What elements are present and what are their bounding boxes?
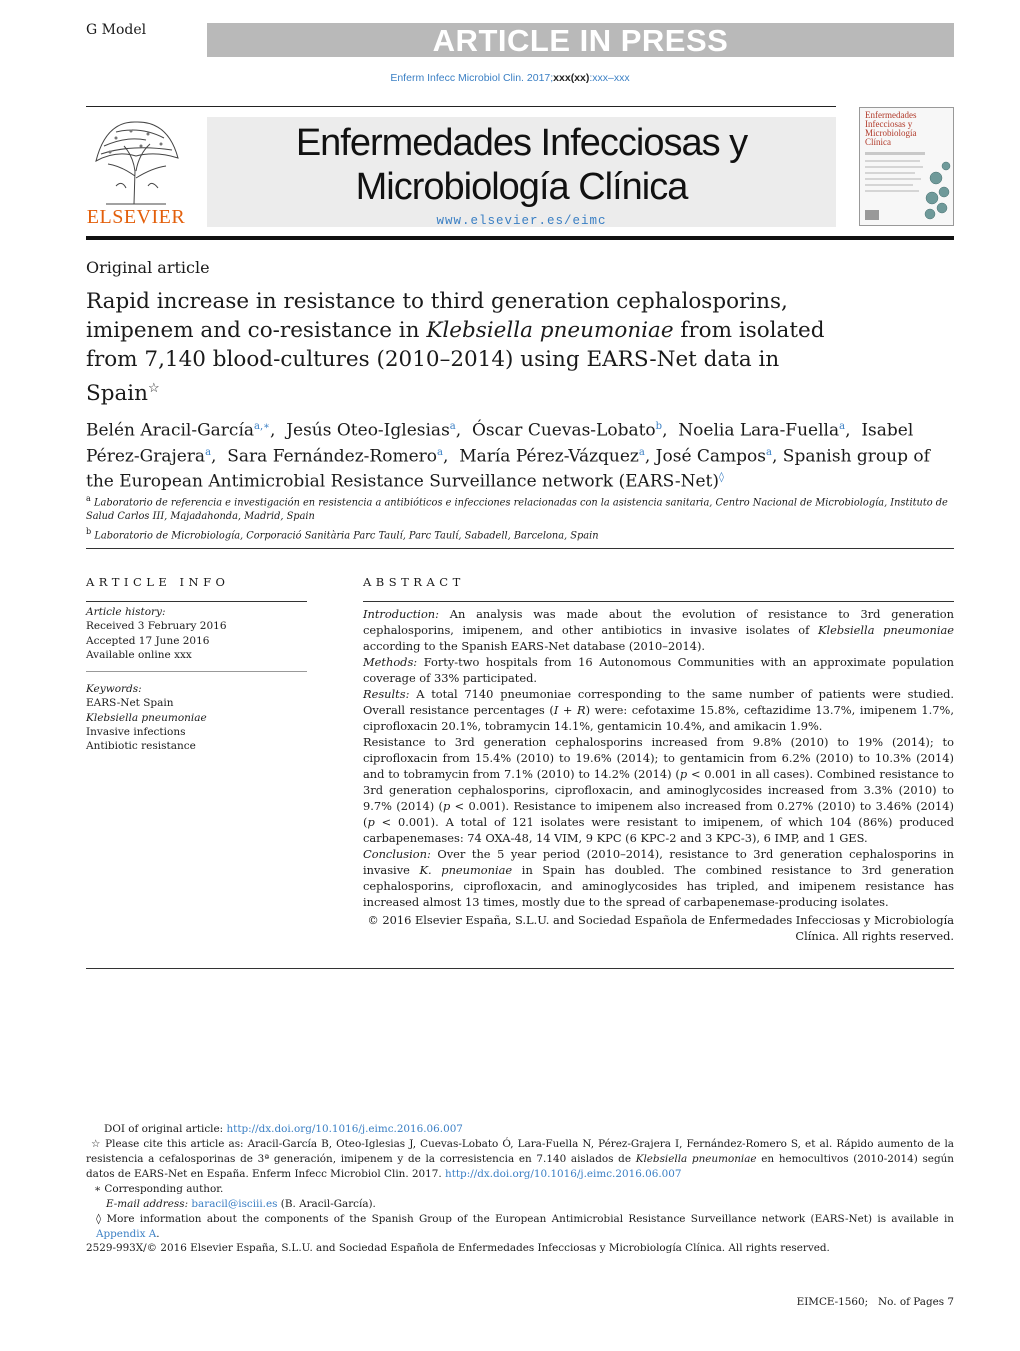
journal-citation[interactable] [0,72,1020,84]
author-affiliation-mark[interactable]: b [655,421,663,432]
article-in-press-banner: ARTICLE IN PRESS [207,23,954,57]
journal-title-line1: Enfermedades Infecciosas y [295,122,748,164]
article-code: EIMCE-1560; [796,1296,869,1308]
diamond-mark: ◊ [96,1213,102,1225]
affiliation-rule [86,548,954,549]
citation-footnote [86,1137,954,1182]
cite-text: en hemocultivos (2010-2014) según datos de EARS-Net en España. Enferm Infecc Microbiol Clin. 2017. [86,1153,954,1180]
results-text: < 0.001 in all cases). Combined resistance to 3rd generation cephalosporins, ciprofloxacin, and aminoglycosides increased from 3.3% (2010) to 9.7% (2014) ( [363,767,954,813]
star-mark: ☆ [91,1138,102,1150]
affiliation-key: b [86,526,92,537]
citation-prefix: Enferm Infecc Microbiol Clin. 2017; [390,72,554,84]
affiliation-a [86,491,954,524]
cover-title-l4: Clínica [865,137,891,147]
intro-organism: Klebsiella pneumoniae [818,623,954,637]
group-text: More information about the components of the Spanish Group of the European Antimicrobial Resistance Surveillance network (EARS-Net) is available in [101,1213,954,1225]
cover-title-l3: Microbiología [865,128,917,138]
results-text: A total 7140 pneumoniae corresponding to the same number of patients were studied. Overall resistance percentages ( [363,687,954,717]
affiliation-text: Laboratorio de referencia e investigación en resistencia a antibióticos e infecciones relacionadas con la asistencia sanitaria, Centro Nacional de Microbiología, Instituto de Salud Carlos III, Majadahonda, Madrid, Spain [86,497,948,523]
header-rule [86,106,836,107]
doi-link[interactable]: http://dx.doi.org/10.1016/j.eimc.2016.06.007 [226,1123,463,1135]
results-ir: I + R [553,703,586,717]
abstract-conclusion [363,846,954,910]
journal-title-line2: Microbiología Clínica [355,166,688,208]
corresponding-text: Corresponding author. [101,1183,224,1195]
keyword[interactable]: Invasive infections [86,725,186,738]
author[interactable]: José Campos [655,446,767,467]
keyword[interactable]: Antibiotic resistance [86,740,196,753]
citation-suffix: :xxx–xxx [589,72,630,84]
p-value-symbol: p [679,767,688,781]
intro-text: according to the Spanish EARS-Net database (2010–2014). [363,639,706,653]
results-text: < 0.001). Resistance to imipenem also increased from 0.27% (2010) to 3.46% (2014) ( [363,799,954,829]
article-info-rule [86,601,307,602]
group-author[interactable]: Spanish group of the European Antimicrobial Resistance Surveillance network (EARS-Net) [86,446,930,492]
cover-title-l2: Infecciosas y [865,119,913,129]
author-affiliation-mark[interactable]: a [766,446,772,458]
author-list: Belén Aracil-García$^{a,∗}$, Jesús Oteo-Iglesias$^a$, Óscar Cuevas-Lobato$^b$, Noelia Lara-Fuella$^a$, Isabel Pérez-Grajera$^a$, Sara Fernández-Romero$^a$, María Pérez-Vázquez$^a$, José Campos$^a$, Spanish group of the European Antimicrobial Resistance Surveillance network (EARS-Net)◊ [86,420,930,492]
keyword[interactable]: Klebsiella pneumoniae [86,711,207,724]
cite-link[interactable]: http://dx.doi.org/10.1016/j.eimc.2016.06.007 [445,1168,682,1180]
author-affiliation-mark[interactable]: a [449,421,456,432]
intro-text: An analysis was made about the evolution of resistance to 3rd generation cephalosporins, imipenem, and other antibiotics in invasive isolates of [363,607,954,637]
elsevier-wordmark: ELSEVIER [86,206,186,228]
abstract-results-continued [363,734,954,846]
affiliation-text: Laboratorio de Microbiología, Corporació Sanitària Parc Taulí, Parc Taulí, Sabadell, Barcelona, Spain [94,530,599,542]
abstract-body [363,606,954,944]
keywords-label: Keywords: [86,683,142,695]
footnotes [86,1122,954,1242]
abstract-end-rule [86,968,954,969]
doi-label: DOI of original article: [104,1123,227,1135]
methods-label: Methods: [363,655,418,669]
asterisk-mark: ∗ [94,1183,102,1195]
corresponding-footnote [86,1182,954,1197]
page-info [797,1296,954,1308]
received-date: Received 3 February 2016 [86,620,227,633]
author[interactable]: Óscar Cuevas-Lobato [471,420,656,441]
results-label: Results: [363,687,410,701]
conclusion-organism: K. pneumoniae [419,863,513,877]
conclusion-text: in Spain has doubled. The combined resistance to 3rd generation cephalosporins, ciprofloxacin, and aminoglycosides has tripled, and imipenem resistance has increased almost 13 times, mostly due to the spread of carbapenemase-producing isolates. [363,863,954,909]
results-text: Resistance to 3rd generation cephalosporins increased from 9.8% (2010) to 19% (2014); to ciprofloxacin from 15.4% (2010) to 19.6% (2014); to gentamicin from 6.2% (2010) to 10.3% (2014) and to tobramycin from 7.1% (2010) to 14.2% (2014) ( [363,735,954,781]
title-footnote-star[interactable]: ☆ [148,381,160,396]
affiliation-key: a [86,493,91,503]
abstract-results [363,686,954,734]
author-affiliation-mark[interactable]: a,∗ [254,421,270,432]
appendix-link[interactable]: Appendix A [96,1228,157,1240]
author[interactable]: Noelia Lara-Fuella [678,420,840,441]
author-affiliation-mark[interactable]: a [839,421,846,432]
affiliations [86,491,954,544]
journal-url[interactable]: www.elsevier.es/eimc [436,214,607,228]
online-date: Available online xxx [86,648,192,661]
author[interactable]: Sara Fernández-Romero [227,446,438,467]
doi-footnote [86,1122,954,1137]
methods-text: Forty-two hospitals from 16 Autonomous Communities with an approximate population coverage of 33% participated. [363,655,954,685]
article-title [86,287,826,408]
citation-volume: xxx(xx) [553,72,590,84]
email-name: (B. Aracil-García). [277,1198,376,1210]
abstract-rule [363,601,954,602]
period: . [156,1228,160,1240]
p-value-symbol: p [442,799,451,813]
abstract-heading: ABSTRACT [363,575,465,589]
author-affiliation-mark[interactable]: a [638,446,645,458]
history-label: Article history: [86,606,166,618]
keyword[interactable]: EARS-Net Spain [86,697,174,710]
masthead-thick-rule [86,236,954,240]
keywords-rule [86,671,307,672]
title-part2: from isolated from 7,140 blood-cultures (2010–2014) using EARS-Net data in Spain [86,318,825,407]
author[interactable]: María Pérez-Vázquez [459,446,639,467]
article-history [86,605,307,662]
intro-label: Introduction: [363,607,439,621]
journal-masthead [207,117,836,227]
results-text: < 0.001). A total of 121 isolates were resistant to imipenem, of which 104 (86%) produced carbapenemases: 74 OXA-48, 14 VIM, 9 KPC (6 KPC-2 and 3 KPC-3), 6 IMP, and 1 GES. [363,815,954,845]
email-link[interactable]: baracil@isciii.es [191,1198,278,1210]
keywords [86,682,307,753]
title-part1: Rapid increase in resistance to third generation cephalosporins, imipenem and co-resistance in [86,289,788,343]
journal-cover-thumbnail [859,107,954,226]
g-model-label: G Model [86,22,147,38]
abstract-introduction [363,606,954,654]
affiliation-b [86,524,954,543]
results-text: ) were: cefotaxime 15.8%, ceftazidime 13.7%, imipenem 1.7%, ciprofloxacin 20.1%, tobramycin 14.1%, gentamicin 10.4%, and amikacin 1.9%. [363,703,954,733]
author[interactable]: Belén Aracil-García [86,420,255,441]
issn-copyright: 2529-993X/© 2016 Elsevier España, S.L.U. and Sociedad Española de Enfermedades Infecciosas y Microbiología Clínica. All rights reserved. [86,1242,830,1254]
email-footnote [86,1197,954,1212]
article-type: Original article [86,258,210,277]
page-count: No. of Pages 7 [878,1296,954,1308]
cover-title-l1: Enfermedades [865,110,917,120]
author-affiliation-mark[interactable]: a [437,446,443,458]
group-footnote [86,1212,954,1242]
abstract-methods [363,654,954,686]
journal-title [207,121,836,209]
author[interactable]: Jesús Oteo-Iglesias [286,420,450,441]
accepted-date: Accepted 17 June 2016 [86,634,210,647]
author[interactable]: Isabel Pérez-Grajera [86,420,914,467]
abstract-copyright: © 2016 Elsevier España, S.L.U. and Sociedad Española de Enfermedades Infecciosas y Microbiología Clínica. All rights reserved. [367,913,954,943]
cite-organism: Klebsiella pneumoniae [635,1153,757,1165]
title-organism: Klebsiella pneumoniae [426,318,674,343]
author-affiliation-mark[interactable]: a [205,446,212,458]
article-info-heading: ARTICLE INFO [86,575,230,589]
email-label: E-mail address: [106,1198,192,1210]
group-author-mark[interactable]: ◊ [719,472,724,484]
conclusion-text: Over the 5 year period (2010–2014), resistance to 3rd generation cephalosporins in invasive [363,847,954,877]
cite-text: Please cite this article as: Aracil-García B, Oteo-Iglesias J, Cuevas-Lobato Ó, Lara-Fuella N, Pérez-Grajera I, Fernández-Romero S, et al. Rápido aumento de la resistencia a cefalosporinas de 3ª generación, imipenem y de la corresistencia en 7.140 aislados de [86,1138,954,1165]
conclusion-label: Conclusion: [363,847,431,861]
p-value-symbol: p [367,815,375,829]
